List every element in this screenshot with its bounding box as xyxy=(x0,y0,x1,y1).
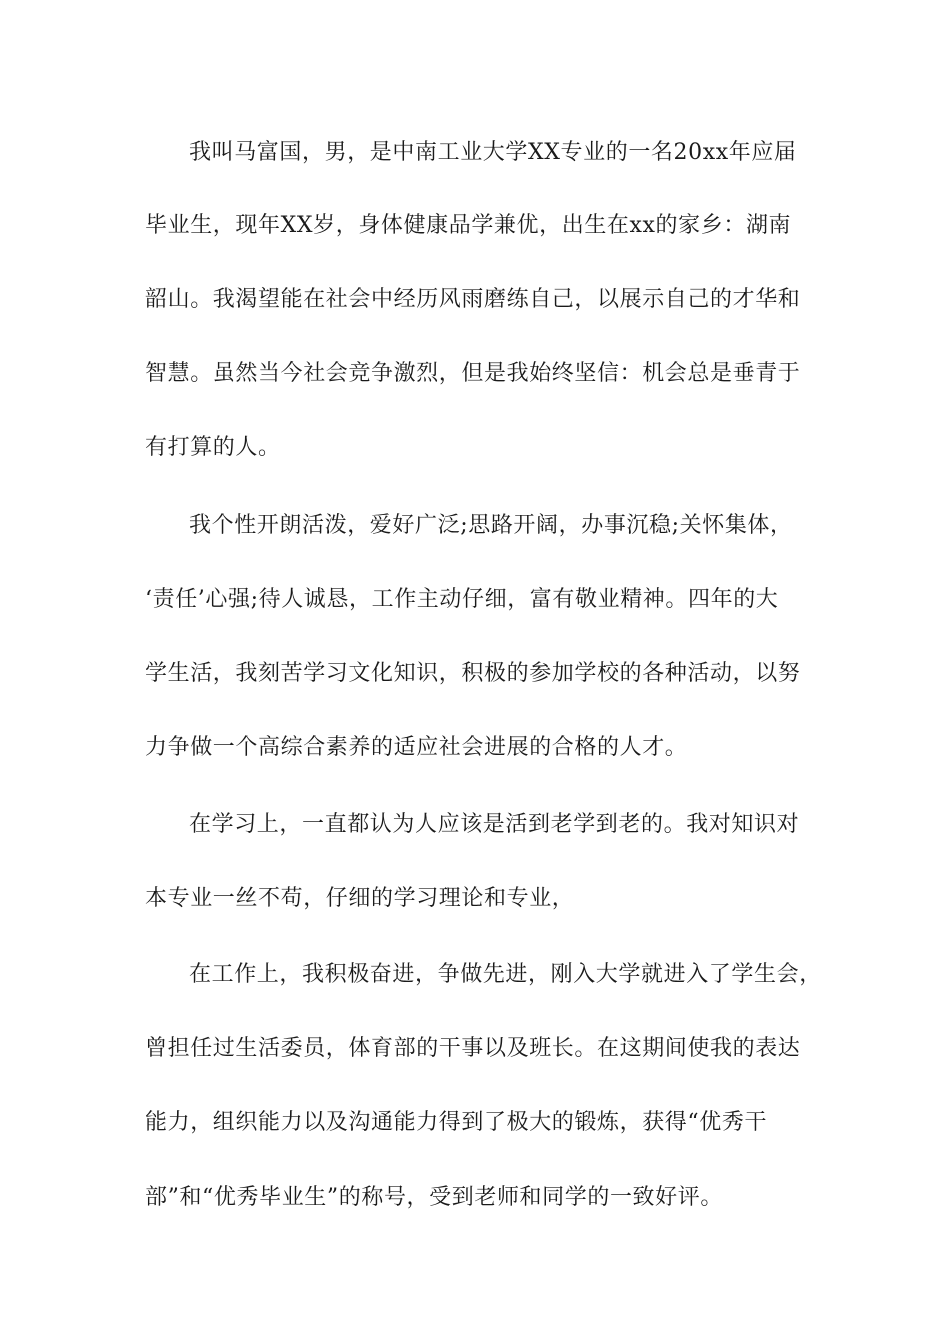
paragraph-1-line-5: 有打算的人。 xyxy=(145,435,281,460)
paragraph-3-line-2: 本专业一丝不苟，仔细的学习理论和专业， xyxy=(145,886,575,911)
paragraph-1-line-4: 智慧。虽然当今社会竞争激烈，但是我始终坚信：机会总是垂青于 xyxy=(145,361,801,386)
paragraph-4-line-4: 部”和“优秀毕业生”的称号，受到老师和同学的一致好评。 xyxy=(145,1185,723,1210)
paragraph-1-line-2: 毕业生，现年XX岁，身体健康品学兼优，出生在xx的家乡：湖南 xyxy=(145,213,792,238)
paragraph-4-line-1: 在工作上，我积极奋进，争做先进，刚入大学就进入了学生会， xyxy=(189,962,822,987)
paragraph-4-line-2: 曾担任过生活委员，体育部的干事以及班长。在这期间使我的表达 xyxy=(145,1036,801,1061)
paragraph-2-line-1: 我个性开朗活泼，爱好广泛;思路开阔，办事沉稳;关怀集体， xyxy=(189,513,793,538)
paragraph-2-line-2: ‘责任’心强;待人诚恳，工作主动仔细，富有敬业精神。四年的大 xyxy=(145,587,779,612)
paragraph-2-line-4: 力争做一个高综合素养的适应社会进展的合格的人才。 xyxy=(145,735,688,760)
paragraph-1-line-1: 我叫马富国，男，是中南工业大学XX专业的一名20xx年应届 xyxy=(189,140,797,165)
paragraph-3-line-1: 在学习上，一直都认为人应该是活到老学到老的。我对知识对 xyxy=(189,812,800,837)
paragraph-2-line-3: 学生活，我刻苦学习文化知识，积极的参加学校的各种活动，以努 xyxy=(145,661,801,686)
paragraph-1-line-3: 韶山。我渴望能在社会中经历风雨磨练自己，以展示自己的才华和 xyxy=(145,287,801,312)
paragraph-4-line-3: 能力，组织能力以及沟通能力得到了极大的锻炼，获得“优秀干 xyxy=(145,1110,768,1135)
